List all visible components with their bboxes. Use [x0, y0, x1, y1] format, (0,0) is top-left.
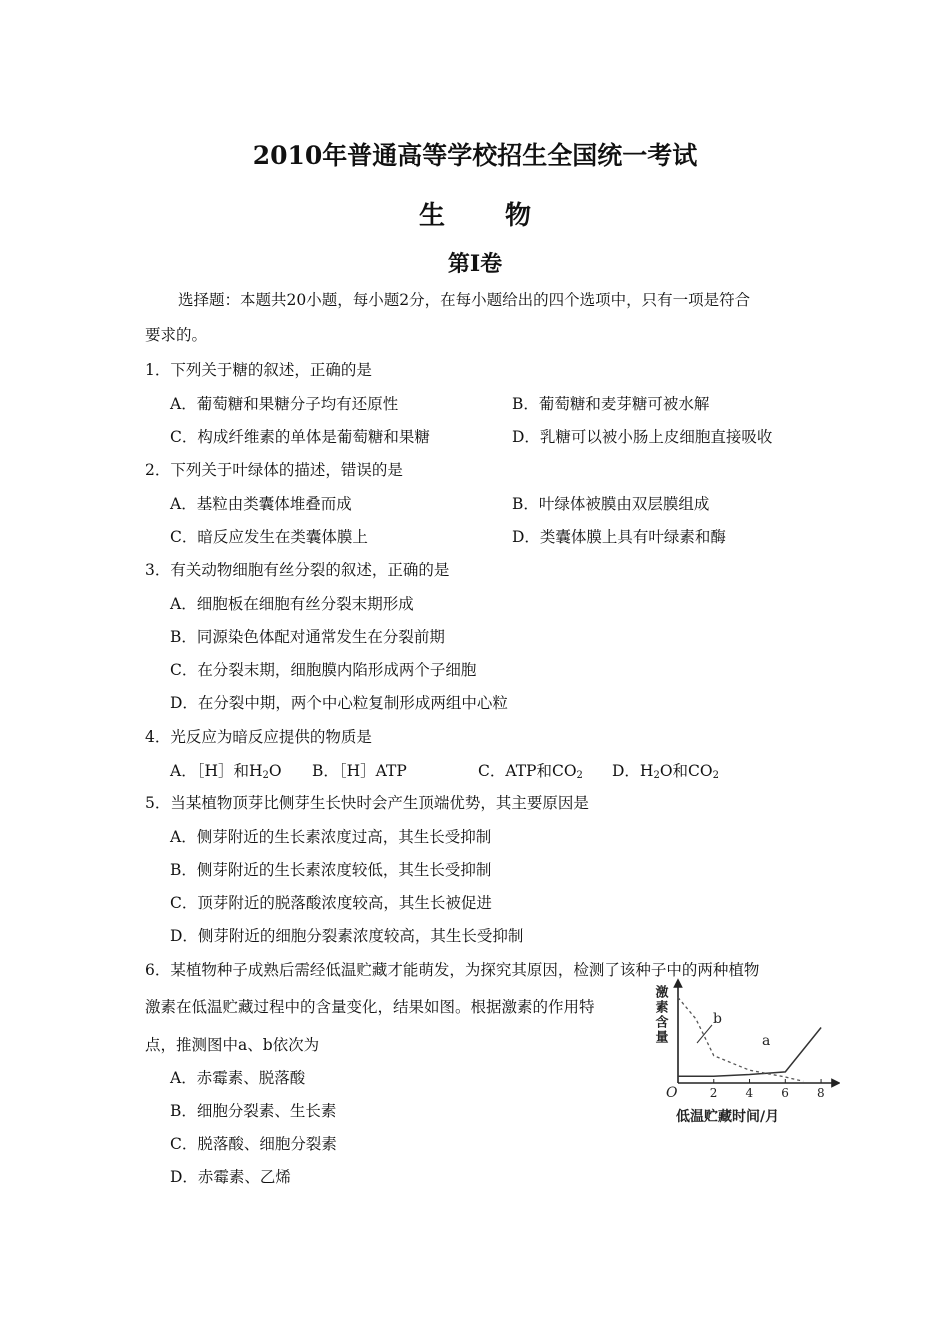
series-b-line: [678, 998, 803, 1082]
instructions-line1: 选择题：本题共20小题，每小题2分，在每小题给出的四个选项中，只有一项是符合: [178, 291, 751, 309]
series-a-label: a: [762, 1033, 771, 1049]
q2-stem: 2．下列关于叶绿体的描述，错误的是: [145, 461, 403, 479]
origin-label: O: [666, 1085, 678, 1101]
q6-stem-line1: 6．某植物种子成熟后需经低温贮藏才能萌发，为探究其原因，检测了该种子中的两种植物: [145, 961, 760, 979]
q5-option-c: C．顶芽附近的脱落酸浓度较高，其生长被促进: [170, 894, 492, 912]
series-b-leader: [697, 1025, 712, 1043]
q3-option-c: C．在分裂末期，细胞膜内陷形成两个子细胞: [170, 661, 477, 679]
q3-option-a: A．细胞板在细胞有丝分裂末期形成: [170, 595, 414, 613]
q4-option-d: D．$H_2O$和$CO_2$: [612, 762, 719, 781]
q5-option-d: D．侧芽附近的细胞分裂素浓度较高，其生长受抑制: [170, 927, 524, 945]
q3-option-b: B．同源染色体配对通常发生在分裂前期: [170, 628, 445, 646]
q6-stem-line3: 点，推测图中a、b依次为: [145, 1036, 320, 1054]
volume-title: 第I卷: [447, 251, 503, 277]
x-tick-label: 6: [781, 1086, 789, 1100]
series-a-line: [678, 1028, 821, 1077]
series-b-label: b: [713, 1011, 722, 1027]
hormone-content-chart: [640, 975, 840, 1130]
subject-title: 生物: [418, 201, 591, 231]
q4-stem: 4．光反应为暗反应提供的物质是: [145, 728, 372, 746]
q6-option-a: A．赤霉素、脱落酸: [170, 1069, 306, 1087]
x-tick-label: 2: [709, 1086, 718, 1100]
exam-title: 2010年普通高等学校招生全国统一考试: [252, 141, 698, 170]
q2-option-c: C．暗反应发生在类囊体膜上: [170, 528, 368, 546]
q3-stem: 3．有关动物细胞有丝分裂的叙述，正确的是: [145, 561, 450, 579]
q1-option-a: A．葡萄糖和果糖分子均有还原性: [170, 395, 399, 413]
q3-option-d: D．在分裂中期，两个中心粒复制形成两组中心粒: [170, 694, 508, 712]
q5-option-a: A．侧芽附近的生长素浓度过高，其生长受抑制: [170, 828, 492, 846]
x-axis-label: 低温贮藏时间/月: [676, 1109, 780, 1125]
instructions-line2: 要求的。: [145, 326, 208, 344]
q6-stem-line2: 激素在低温贮藏过程中的含量变化，结果如图。根据激素的作用特: [145, 998, 595, 1016]
q1-stem: 1．下列关于糖的叙述，正确的是: [145, 361, 372, 379]
q2-option-a: A．基粒由类囊体堆叠而成: [170, 495, 352, 513]
q5-stem: 5．当某植物顶芽比侧芽生长快时会产生顶端优势，其主要原因是: [145, 794, 589, 812]
y-axis-label: 激素含量: [652, 985, 668, 1045]
q4-option-b: B．［H］ATP: [312, 762, 407, 780]
q1-option-c: C．构成纤维素的单体是葡萄糖和果糖: [170, 428, 430, 446]
x-tick-label: 4: [745, 1086, 754, 1100]
q4-option-c: C．ATP和$CO_2$: [478, 762, 583, 781]
q5-option-b: B．侧芽附近的生长素浓度较低，其生长受抑制: [170, 861, 492, 879]
q2-option-b: B．叶绿体被膜由双层膜组成: [512, 495, 710, 513]
q2-option-d: D．类囊体膜上具有叶绿素和酶: [512, 528, 726, 546]
q6-option-d: D．赤霉素、乙烯: [170, 1168, 291, 1186]
x-tick-label: 8: [817, 1086, 825, 1100]
q1-option-d: D．乳糖可以被小肠上皮细胞直接吸收: [512, 428, 773, 446]
q1-option-b: B．葡萄糖和麦芽糖可被水解: [512, 395, 710, 413]
q6-option-b: B．细胞分裂素、生长素: [170, 1102, 337, 1120]
q4-option-a: A．［H］和$H_2O$: [170, 762, 282, 781]
q6-option-c: C．脱落酸、细胞分裂素: [170, 1135, 337, 1153]
